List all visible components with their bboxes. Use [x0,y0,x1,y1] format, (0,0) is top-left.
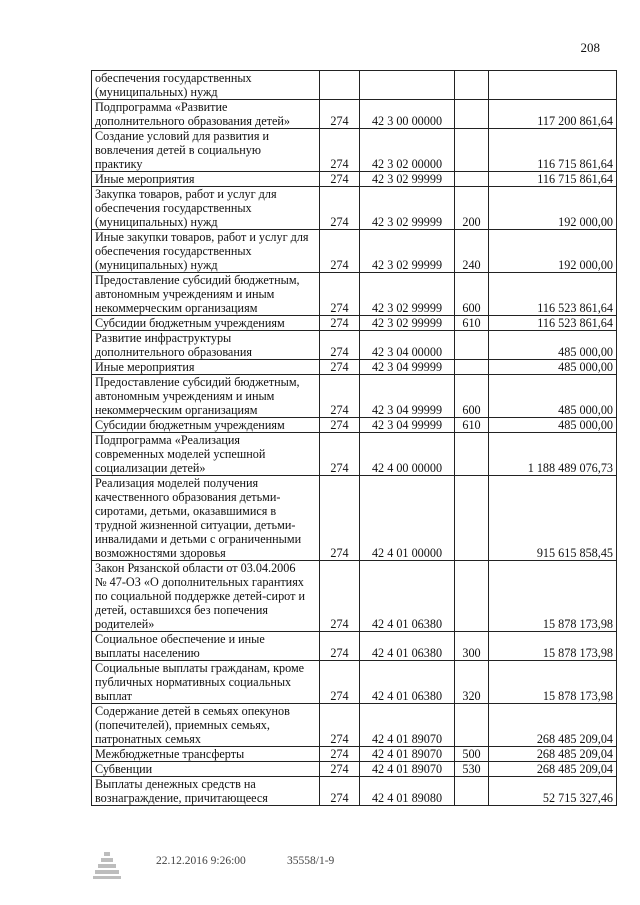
row-vr-cell [455,561,489,632]
row-name-cell [92,187,320,230]
row-sum-text: 268 485 209,04 [536,747,613,761]
row-sum-cell [489,71,617,100]
row-code-text: 274 [330,403,349,417]
row-vr-cell [455,187,489,230]
row-name-text: Социальные выплаты гражданам, кроме публичных нормативных социальных выплат [95,661,305,703]
row-name-text: Социальное обеспечение и иные выплаты населению [95,632,265,660]
row-vr-text: 320 [462,689,481,703]
row-code-text: 274 [330,617,349,631]
table-row [92,476,617,561]
row-vr-text: 610 [462,316,481,330]
row-vr-cell [455,100,489,129]
table-row [92,561,617,632]
row-name-cell [92,747,320,762]
row-sum-cell [489,331,617,360]
row-code-text: 274 [330,345,349,359]
row-csr-text: 42 3 04 00000 [371,345,443,359]
row-csr-cell [360,331,455,360]
table-row [92,418,617,433]
row-name-text: Содержание детей в семьях опекунов (попечителей), приемных семьях, патронатных семьях [95,704,290,746]
row-sum-cell [489,273,617,316]
row-sum-cell [489,129,617,172]
table-row [92,71,617,100]
row-name-text: обеспечения государственных (муниципальных) нужд [95,71,252,99]
row-code-text: 274 [330,762,349,776]
row-name-text: Иные мероприятия [95,172,195,186]
row-code-text: 274 [330,301,349,315]
row-csr-text: 42 3 04 99999 [371,403,443,417]
row-sum-text: 485 000,00 [558,345,613,359]
budget-table [91,70,617,806]
row-csr-cell [360,375,455,418]
row-code-cell [320,273,360,316]
row-vr-cell [455,704,489,747]
row-csr-text: 42 4 00 00000 [371,461,443,475]
row-sum-text: 485 000,00 [558,360,613,374]
row-csr-text: 42 3 00 00000 [371,114,443,128]
row-code-text: 274 [330,215,349,229]
row-code-cell [320,661,360,704]
row-sum-text: 485 000,00 [558,403,613,417]
row-sum-cell [489,777,617,806]
row-csr-text: 42 3 04 99999 [371,418,443,432]
row-code-cell [320,632,360,661]
row-name-text: Закон Рязанской области от 03.04.2006 № 47-ОЗ «О дополнительных гарантиях по социальной поддержке детей-сирот и детей, оставшихся без попечения родителей» [95,561,305,631]
row-csr-cell [360,360,455,375]
row-csr-cell [360,71,455,100]
table-row [92,762,617,777]
row-code-cell [320,375,360,418]
row-sum-text: 117 200 861,64 [537,114,613,128]
row-code-text: 274 [330,747,349,761]
row-vr-cell [455,71,489,100]
row-csr-cell [360,476,455,561]
row-code-cell [320,100,360,129]
faded-stamp [453,851,589,879]
row-name-text: Подпрограмма «Реализация современных моделей успешной социализации детей» [95,433,266,475]
row-name-text: Создание условий для развития и вовлечения детей в социальную практику [95,129,270,171]
row-vr-cell [455,316,489,331]
row-code-cell [320,316,360,331]
row-code-cell [320,129,360,172]
row-csr-cell [360,418,455,433]
row-vr-text: 300 [462,646,481,660]
row-code-cell [320,172,360,187]
row-name-text: Предоставление субсидий бюджетным, автономным учреждениям и иным некоммерческим организациям [95,375,300,417]
table-row [92,316,617,331]
row-csr-text: 42 3 02 99999 [371,215,443,229]
row-name-cell [92,100,320,129]
row-code-text: 274 [330,418,349,432]
row-csr-cell [360,632,455,661]
row-name-cell [92,777,320,806]
table-row [92,777,617,806]
row-sum-text: 15 878 173,98 [542,646,613,660]
row-sum-text: 485 000,00 [558,418,613,432]
table-row [92,172,617,187]
table-row [92,273,617,316]
barcode-stamp-icon [92,850,122,880]
row-vr-text: 530 [462,762,481,776]
row-code-text: 274 [330,689,349,703]
row-csr-cell [360,230,455,273]
row-vr-cell [455,777,489,806]
row-code-cell [320,230,360,273]
row-sum-text: 268 485 209,04 [536,762,613,776]
row-code-cell [320,747,360,762]
table-row [92,433,617,476]
row-csr-text: 42 4 01 89070 [371,747,443,761]
row-name-text: Иные мероприятия [95,360,195,374]
row-csr-text: 42 4 01 00000 [371,546,443,560]
row-sum-cell [489,561,617,632]
row-name-text: Реализация моделей получения качественного образования детьми- сиротами, детьми, оказавшимися в трудной жизненной ситуации, детьми- инвалидами и детьми с ограниченными возможностями здоровья [95,476,302,560]
row-vr-text: 610 [462,418,481,432]
row-name-cell [92,172,320,187]
row-csr-cell [360,100,455,129]
row-code-cell [320,704,360,747]
row-csr-cell [360,561,455,632]
row-csr-cell [360,172,455,187]
footer-doc-number: 35558/1-9 [287,855,335,867]
row-code-text: 274 [330,646,349,660]
footer-date: 22.12.2016 9:26:00 [156,855,246,867]
row-csr-cell [360,762,455,777]
row-name-cell [92,632,320,661]
row-csr-cell [360,747,455,762]
row-code-cell [320,762,360,777]
row-name-cell [92,316,320,331]
table-row [92,704,617,747]
row-name-cell [92,762,320,777]
row-code-cell [320,331,360,360]
row-vr-cell [455,476,489,561]
row-code-text: 274 [330,157,349,171]
row-csr-text: 42 4 01 89080 [371,791,443,805]
row-name-cell [92,71,320,100]
row-name-text: Подпрограмма «Развитие дополнительного образования детей» [95,100,290,128]
table-row [92,632,617,661]
row-name-cell [92,129,320,172]
row-name-text: Субсидии бюджетным учреждениям [95,418,285,432]
row-vr-cell [455,273,489,316]
row-vr-cell [455,172,489,187]
row-name-text: Межбюджетные трансферты [95,747,245,761]
row-sum-cell [489,762,617,777]
row-name-text: Закупка товаров, работ и услуг для обеспечения государственных (муниципальных) нужд [95,187,277,229]
row-name-cell [92,230,320,273]
row-code-cell [320,561,360,632]
row-csr-text: 42 3 02 99999 [371,172,443,186]
row-csr-text: 42 3 02 99999 [371,316,443,330]
row-csr-text: 42 4 01 06380 [371,646,443,660]
row-sum-cell [489,704,617,747]
table-row [92,747,617,762]
row-code-cell [320,433,360,476]
row-code-text: 274 [330,461,349,475]
row-code-cell [320,777,360,806]
page-number: 208 [580,40,600,55]
row-vr-cell [455,433,489,476]
row-csr-text: 42 4 01 06380 [371,617,443,631]
row-code-cell [320,476,360,561]
row-sum-cell [489,661,617,704]
row-name-cell [92,360,320,375]
row-name-text: Предоставление субсидий бюджетным, автономным учреждениям и иным некоммерческим организациям [95,273,300,315]
table-row [92,187,617,230]
row-sum-text: 192 000,00 [558,258,613,272]
table-row [92,360,617,375]
row-sum-text: 116 523 861,64 [537,301,613,315]
row-csr-text: 42 3 02 00000 [371,157,443,171]
row-csr-cell [360,187,455,230]
row-vr-cell [455,230,489,273]
row-vr-cell [455,747,489,762]
row-sum-text: 52 715 327,46 [542,791,613,805]
row-csr-cell [360,316,455,331]
row-csr-text: 42 4 01 06380 [371,689,443,703]
row-code-text: 274 [330,791,349,805]
row-name-text: Субсидии бюджетным учреждениям [95,316,285,330]
row-csr-cell [360,777,455,806]
row-vr-text: 240 [462,258,481,272]
row-csr-text: 42 3 04 99999 [371,360,443,374]
row-csr-text: 42 3 02 99999 [371,301,443,315]
row-code-cell [320,71,360,100]
row-csr-text: 42 4 01 89070 [371,762,443,776]
row-sum-cell [489,230,617,273]
row-name-cell [92,273,320,316]
row-vr-cell [455,331,489,360]
table-row [92,661,617,704]
row-name-cell [92,661,320,704]
row-name-text: Иные закупки товаров, работ и услуг для обеспечения государственных (муниципальных) нужд [95,230,309,272]
row-csr-cell [360,661,455,704]
row-csr-cell [360,433,455,476]
budget-table-body [92,71,617,806]
row-vr-text: 200 [462,215,481,229]
row-sum-text: 116 715 861,64 [537,172,613,186]
row-sum-text: 915 615 858,45 [536,546,613,560]
row-vr-cell [455,418,489,433]
row-sum-cell [489,418,617,433]
row-sum-text: 15 878 173,98 [542,617,613,631]
row-code-text: 274 [330,732,349,746]
row-csr-text: 42 4 01 89070 [371,732,443,746]
table-row [92,375,617,418]
row-sum-text: 1 188 489 076,73 [527,461,613,475]
row-code-cell [320,418,360,433]
row-code-cell [320,187,360,230]
row-sum-cell [489,632,617,661]
row-sum-cell [489,433,617,476]
row-csr-text: 42 3 02 99999 [371,258,443,272]
row-sum-text: 116 523 861,64 [537,316,613,330]
table-row [92,331,617,360]
row-sum-cell [489,100,617,129]
row-name-cell [92,418,320,433]
row-sum-cell [489,476,617,561]
row-vr-cell [455,632,489,661]
row-name-text: Субвенции [95,762,153,776]
row-name-text: Развитие инфраструктуры дополнительного образования [95,331,252,359]
row-vr-cell [455,129,489,172]
row-sum-text: 192 000,00 [558,215,613,229]
row-csr-cell [360,129,455,172]
table-row [92,230,617,273]
row-csr-cell [360,704,455,747]
row-name-text: Выплаты денежных средств на вознаграждение, причитающееся [95,777,268,805]
row-name-cell [92,704,320,747]
row-vr-cell [455,375,489,418]
row-vr-text: 600 [462,403,481,417]
row-vr-text: 600 [462,301,481,315]
row-code-cell [320,360,360,375]
row-code-text: 274 [330,316,349,330]
row-code-text: 274 [330,114,349,128]
row-code-text: 274 [330,258,349,272]
row-code-text: 274 [330,546,349,560]
table-row [92,100,617,129]
row-vr-cell [455,762,489,777]
row-name-cell [92,375,320,418]
row-code-text: 274 [330,172,349,186]
row-name-cell [92,433,320,476]
row-sum-cell [489,172,617,187]
row-code-text: 274 [330,360,349,374]
row-name-cell [92,331,320,360]
row-sum-text: 116 715 861,64 [537,157,613,171]
table-row [92,129,617,172]
row-sum-text: 15 878 173,98 [542,689,613,703]
row-name-cell [92,476,320,561]
row-sum-cell [489,360,617,375]
row-vr-cell [455,661,489,704]
row-sum-text: 268 485 209,04 [536,732,613,746]
row-csr-cell [360,273,455,316]
row-name-cell [92,561,320,632]
row-sum-cell [489,375,617,418]
row-sum-cell [489,747,617,762]
row-vr-cell [455,360,489,375]
row-sum-cell [489,187,617,230]
row-vr-text: 500 [462,747,481,761]
row-sum-cell [489,316,617,331]
